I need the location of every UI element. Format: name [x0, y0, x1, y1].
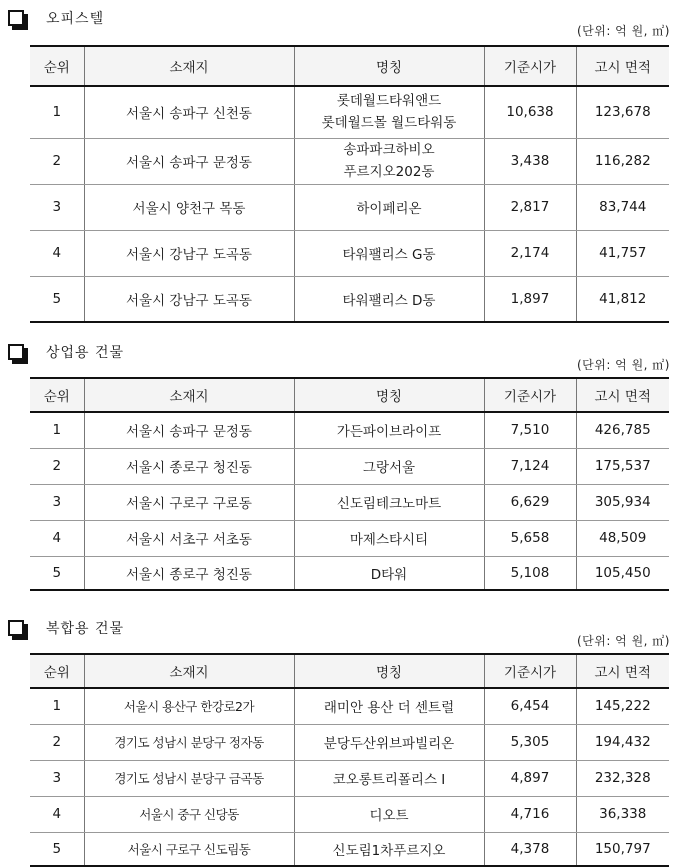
price-cell: 5,305	[484, 724, 576, 760]
price-cell: 2,817	[484, 184, 576, 230]
area-cell: 105,450	[576, 556, 669, 590]
location-cell: 서울시 중구 신당동	[84, 796, 294, 832]
checkbox-square-icon	[8, 10, 24, 26]
area-cell: 175,537	[576, 448, 669, 484]
rank-cell: 4	[30, 230, 84, 276]
table-row	[30, 412, 669, 448]
table-row	[30, 86, 669, 138]
table-row	[30, 556, 669, 590]
price-cell: 4,378	[484, 832, 576, 866]
column-header: 순위	[30, 654, 84, 688]
rank-cell: 1	[30, 412, 84, 448]
name-cell	[294, 832, 484, 866]
name-cell	[294, 556, 484, 590]
name-line: 타워팰리스 G동	[342, 247, 436, 263]
name-cell	[294, 86, 484, 138]
section-title: 복합용 건물	[46, 621, 125, 637]
name-cell	[294, 724, 484, 760]
area-cell: 41,757	[576, 230, 669, 276]
price-cell: 4,716	[484, 796, 576, 832]
area-cell: 145,222	[576, 688, 669, 724]
table-row	[30, 484, 669, 520]
price-cell: 3,438	[484, 138, 576, 184]
rank-cell: 5	[30, 832, 84, 866]
checkbox-square-icon	[8, 620, 24, 636]
column-header: 순위	[30, 46, 84, 86]
area-cell: 41,812	[576, 276, 669, 322]
column-header: 기준시가	[484, 654, 576, 688]
location-cell: 서울시 구로구 구로동	[84, 484, 294, 520]
name-line: 푸르지오202동	[343, 164, 435, 180]
location-cell: 서울시 송파구 문정동	[84, 138, 294, 184]
location-cell: 서울시 종로구 청진동	[84, 448, 294, 484]
rank-cell: 4	[30, 520, 84, 556]
location-cell: 서울시 강남구 도곡동	[84, 276, 294, 322]
price-cell: 6,454	[484, 688, 576, 724]
rank-cell: 5	[30, 556, 84, 590]
location-cell: 서울시 송파구 문정동	[84, 412, 294, 448]
area-cell: 36,338	[576, 796, 669, 832]
header-row	[30, 46, 669, 86]
name-line: 롯데월드몰 월드타워동	[321, 115, 457, 132]
unit-label: (단위: 억 원, ㎡)	[576, 358, 670, 372]
rank-cell: 2	[30, 724, 84, 760]
price-cell: 1,897	[484, 276, 576, 322]
name-line: 신도림테크노마트	[336, 496, 442, 512]
column-header: 명칭	[294, 46, 484, 86]
table-row	[30, 760, 669, 796]
column-header: 소재지	[84, 378, 294, 412]
price-cell: 7,510	[484, 412, 576, 448]
location-cell: 서울시 강남구 도곡동	[84, 230, 294, 276]
area-cell: 305,934	[576, 484, 669, 520]
name-cell	[294, 230, 484, 276]
column-header: 고시 면적	[576, 654, 669, 688]
rank-cell: 1	[30, 86, 84, 138]
section-heading	[8, 616, 124, 640]
name-cell	[294, 520, 484, 556]
price-cell: 4,897	[484, 760, 576, 796]
location-cell: 서울시 서초구 서초동	[84, 520, 294, 556]
header-row	[30, 654, 669, 688]
column-header: 명칭	[294, 378, 484, 412]
column-header: 기준시가	[484, 46, 576, 86]
rank-cell: 2	[30, 138, 84, 184]
name-line: 코오롱트리폴리스 I	[332, 772, 446, 788]
price-cell: 7,124	[484, 448, 576, 484]
name-line: 그랑서울	[362, 460, 416, 476]
price-cell: 5,658	[484, 520, 576, 556]
name-cell	[294, 688, 484, 724]
price-cell: 5,108	[484, 556, 576, 590]
rank-cell: 2	[30, 448, 84, 484]
area-cell: 123,678	[576, 86, 669, 138]
area-cell: 426,785	[576, 412, 669, 448]
table-row	[30, 796, 669, 832]
rank-cell: 3	[30, 484, 84, 520]
area-cell: 83,744	[576, 184, 669, 230]
table-row	[30, 724, 669, 760]
column-header: 고시 면적	[576, 46, 669, 86]
name-cell	[294, 760, 484, 796]
rank-cell: 5	[30, 276, 84, 322]
price-cell: 6,629	[484, 484, 576, 520]
column-header: 고시 면적	[576, 378, 669, 412]
price-cell: 2,174	[484, 230, 576, 276]
area-cell: 116,282	[576, 138, 669, 184]
ranking-table	[30, 653, 669, 867]
area-cell: 150,797	[576, 832, 669, 866]
price-cell: 10,638	[484, 86, 576, 138]
name-line: 디오트	[369, 808, 409, 824]
table-row	[30, 448, 669, 484]
name-line: 래미안 용산 더 센트럴	[323, 700, 455, 717]
name-line: D타워	[370, 566, 408, 583]
name-line: 타워팰리스 D동	[342, 292, 436, 309]
table-row	[30, 688, 669, 724]
column-header: 소재지	[84, 654, 294, 688]
table-row	[30, 184, 669, 230]
area-cell: 194,432	[576, 724, 669, 760]
name-cell	[294, 184, 484, 230]
rank-cell: 4	[30, 796, 84, 832]
table-row	[30, 276, 669, 322]
location-cell: 서울시 송파구 신천동	[84, 86, 294, 138]
area-cell: 48,509	[576, 520, 669, 556]
rank-cell: 3	[30, 760, 84, 796]
name-line: 분당두산위브파빌리온	[323, 736, 455, 752]
location-cell: 서울시 구로구 신도림동	[84, 832, 294, 866]
unit-label: (단위: 억 원, ㎡)	[576, 634, 670, 648]
name-cell	[294, 138, 484, 184]
location-cell: 서울시 용산구 한강로2가	[84, 688, 294, 724]
column-header: 명칭	[294, 654, 484, 688]
column-header: 기준시가	[484, 378, 576, 412]
rank-cell: 1	[30, 688, 84, 724]
area-cell: 232,328	[576, 760, 669, 796]
section-title: 상업용 건물	[46, 345, 125, 361]
location-cell: 서울시 종로구 청진동	[84, 556, 294, 590]
location-cell: 경기도 성남시 분당구 정자동	[84, 724, 294, 760]
section-title: 오피스텔	[46, 11, 105, 27]
table-row	[30, 832, 669, 866]
table-row	[30, 138, 669, 184]
name-line: 송파파크하비오	[343, 142, 435, 158]
name-line: 롯데월드타워앤드	[336, 93, 442, 110]
unit-label: (단위: 억 원, ㎡)	[576, 24, 670, 38]
name-line: 마제스타시티	[349, 532, 429, 548]
name-line: 하이페리온	[356, 201, 422, 217]
table-row	[30, 230, 669, 276]
name-cell	[294, 412, 484, 448]
name-line: 신도림1차푸르지오	[332, 842, 446, 859]
section-heading	[8, 6, 104, 30]
column-header: 순위	[30, 378, 84, 412]
checkbox-square-icon	[8, 344, 24, 360]
ranking-table	[30, 377, 669, 591]
column-header: 소재지	[84, 46, 294, 86]
header-row	[30, 378, 669, 412]
name-cell	[294, 484, 484, 520]
name-cell	[294, 448, 484, 484]
location-cell: 경기도 성남시 분당구 금곡동	[84, 760, 294, 796]
name-cell	[294, 276, 484, 322]
location-cell: 서울시 양천구 목동	[84, 184, 294, 230]
table-row	[30, 520, 669, 556]
ranking-table	[30, 45, 669, 323]
section-heading	[8, 340, 124, 364]
name-line: 가든파이브라이프	[336, 424, 442, 441]
name-cell	[294, 796, 484, 832]
rank-cell: 3	[30, 184, 84, 230]
